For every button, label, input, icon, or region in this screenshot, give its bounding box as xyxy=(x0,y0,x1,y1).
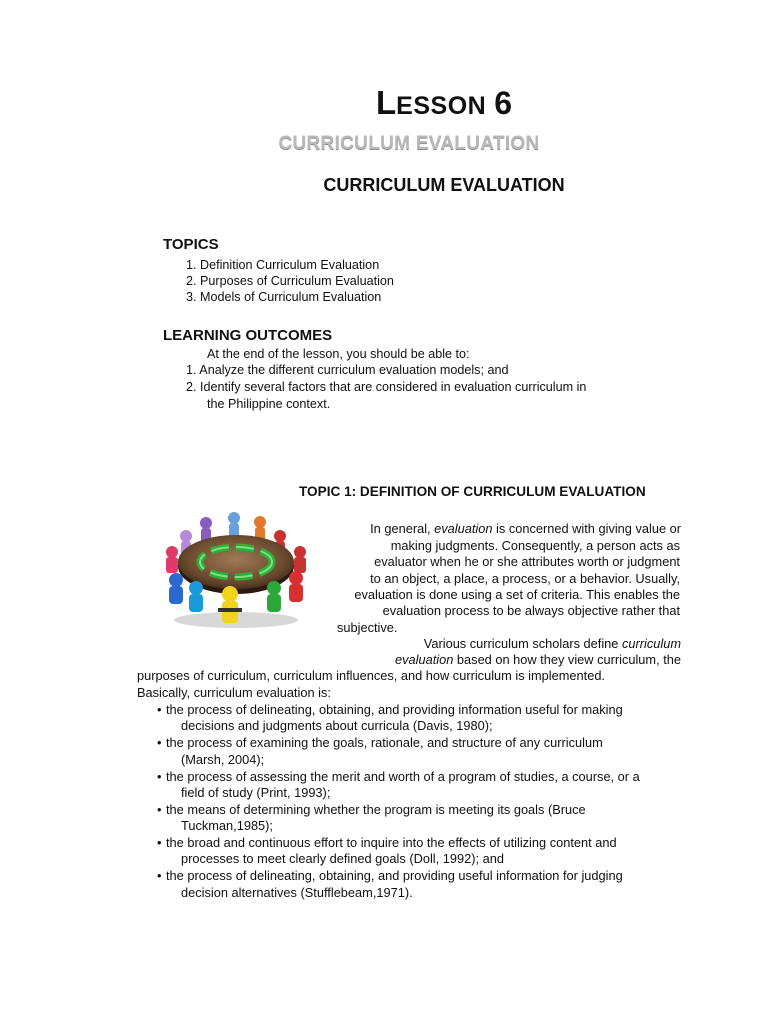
emphasis: evaluation xyxy=(434,521,493,536)
emphasis: evaluation xyxy=(395,652,454,667)
bullet-icon: • xyxy=(157,735,162,750)
topic-item: 3. Models of Curriculum Evaluation xyxy=(186,290,382,304)
bullet-text: the broad and continuous effort to inquire into the effects of utilizing content and xyxy=(166,835,617,850)
lesson-subtitle: CURRICULUM EVALUATION xyxy=(278,133,540,154)
paragraph-line: purposes of curriculum, curriculum influences, and how curriculum is implemented. xyxy=(137,668,605,683)
bullet-icon: • xyxy=(157,868,162,883)
paragraph-line: evaluator when he or she attributes worth or judgment xyxy=(374,554,680,569)
topics-title: TOPICS xyxy=(163,236,219,253)
round-table-illustration xyxy=(156,508,312,630)
bullet-text: the process of delineating, obtaining, and providing useful information for judging xyxy=(166,868,623,883)
lesson-title xyxy=(0,84,768,122)
text-run: In general, xyxy=(370,521,435,536)
bullet-item xyxy=(157,801,586,818)
bullet-item xyxy=(157,768,640,785)
bullet-continuation: (Marsh, 2004); xyxy=(181,752,265,767)
bullet-icon: • xyxy=(157,835,162,850)
bullet-item xyxy=(157,701,623,718)
outcome-item: 2. Identify several factors that are considered in evaluation curriculum in xyxy=(186,380,587,394)
bullet-icon: • xyxy=(157,802,162,817)
bullet-icon: • xyxy=(157,702,162,717)
paragraph-line xyxy=(424,635,681,652)
outcome-item: 1. Analyze the different curriculum evaluation models; and xyxy=(186,363,509,377)
bullet-text: the process of delineating, obtaining, and providing information useful for making xyxy=(166,702,623,717)
bullet-continuation: decision alternatives (Stufflebeam,1971). xyxy=(181,885,413,900)
topic1-title: TOPIC 1: DEFINITION OF CURRICULUM EVALUATION xyxy=(299,484,646,499)
text-run: is concerned with giving value or xyxy=(492,521,681,536)
bullet-item xyxy=(157,834,617,851)
bullet-item xyxy=(157,867,623,884)
page-heading: CURRICULUM EVALUATION xyxy=(323,175,565,195)
lesson-word-rest: ESSON xyxy=(396,92,487,120)
paragraph-line xyxy=(370,520,681,537)
bullet-text: the process of assessing the merit and worth of a program of studies, a course, or a xyxy=(166,769,640,784)
outcomes-intro: At the end of the lesson, you should be able to: xyxy=(207,347,470,361)
paragraph-line xyxy=(395,651,681,668)
paragraph-line: to an object, a place, a process, or a behavior. Usually, xyxy=(370,571,680,586)
lesson-number: 6 xyxy=(494,85,512,121)
topic-item: 2. Purposes of Curriculum Evaluation xyxy=(186,274,394,288)
bullet-continuation: processes to meet clearly defined goals (Doll, 1992); and xyxy=(181,851,504,866)
bullet-item xyxy=(157,734,603,751)
outcomes-title: LEARNING OUTCOMES xyxy=(163,327,333,344)
text-run: based on how they view curriculum, the xyxy=(453,652,681,667)
paragraph-line: Basically, curriculum evaluation is: xyxy=(137,685,331,700)
bullet-continuation: field of study (Print, 1993); xyxy=(181,785,331,800)
paragraph-line: evaluation is done using a set of criteria. This enables the xyxy=(354,587,680,602)
bullet-icon: • xyxy=(157,769,162,784)
outcome-item-continued: the Philippine context. xyxy=(207,397,331,411)
topic-item: 1. Definition Curriculum Evaluation xyxy=(186,258,380,272)
bullet-continuation: Tuckman,1985); xyxy=(181,818,273,833)
bullet-text: the means of determining whether the program is meeting its goals (Bruce xyxy=(166,802,586,817)
paragraph-line: making judgments. Consequently, a person acts as xyxy=(390,538,680,553)
bullet-text: the process of examining the goals, rationale, and structure of any curriculum xyxy=(166,735,603,750)
emphasis: curriculum xyxy=(621,636,681,651)
text-run: Various curriculum scholars define xyxy=(423,636,622,651)
paragraph-line: subjective. xyxy=(337,620,398,635)
paragraph-line: evaluation process to be always objective rather that xyxy=(382,603,680,618)
bullet-continuation: decisions and judgments about curricula (Davis, 1980); xyxy=(181,718,493,733)
lesson-word-first: L xyxy=(376,84,397,121)
